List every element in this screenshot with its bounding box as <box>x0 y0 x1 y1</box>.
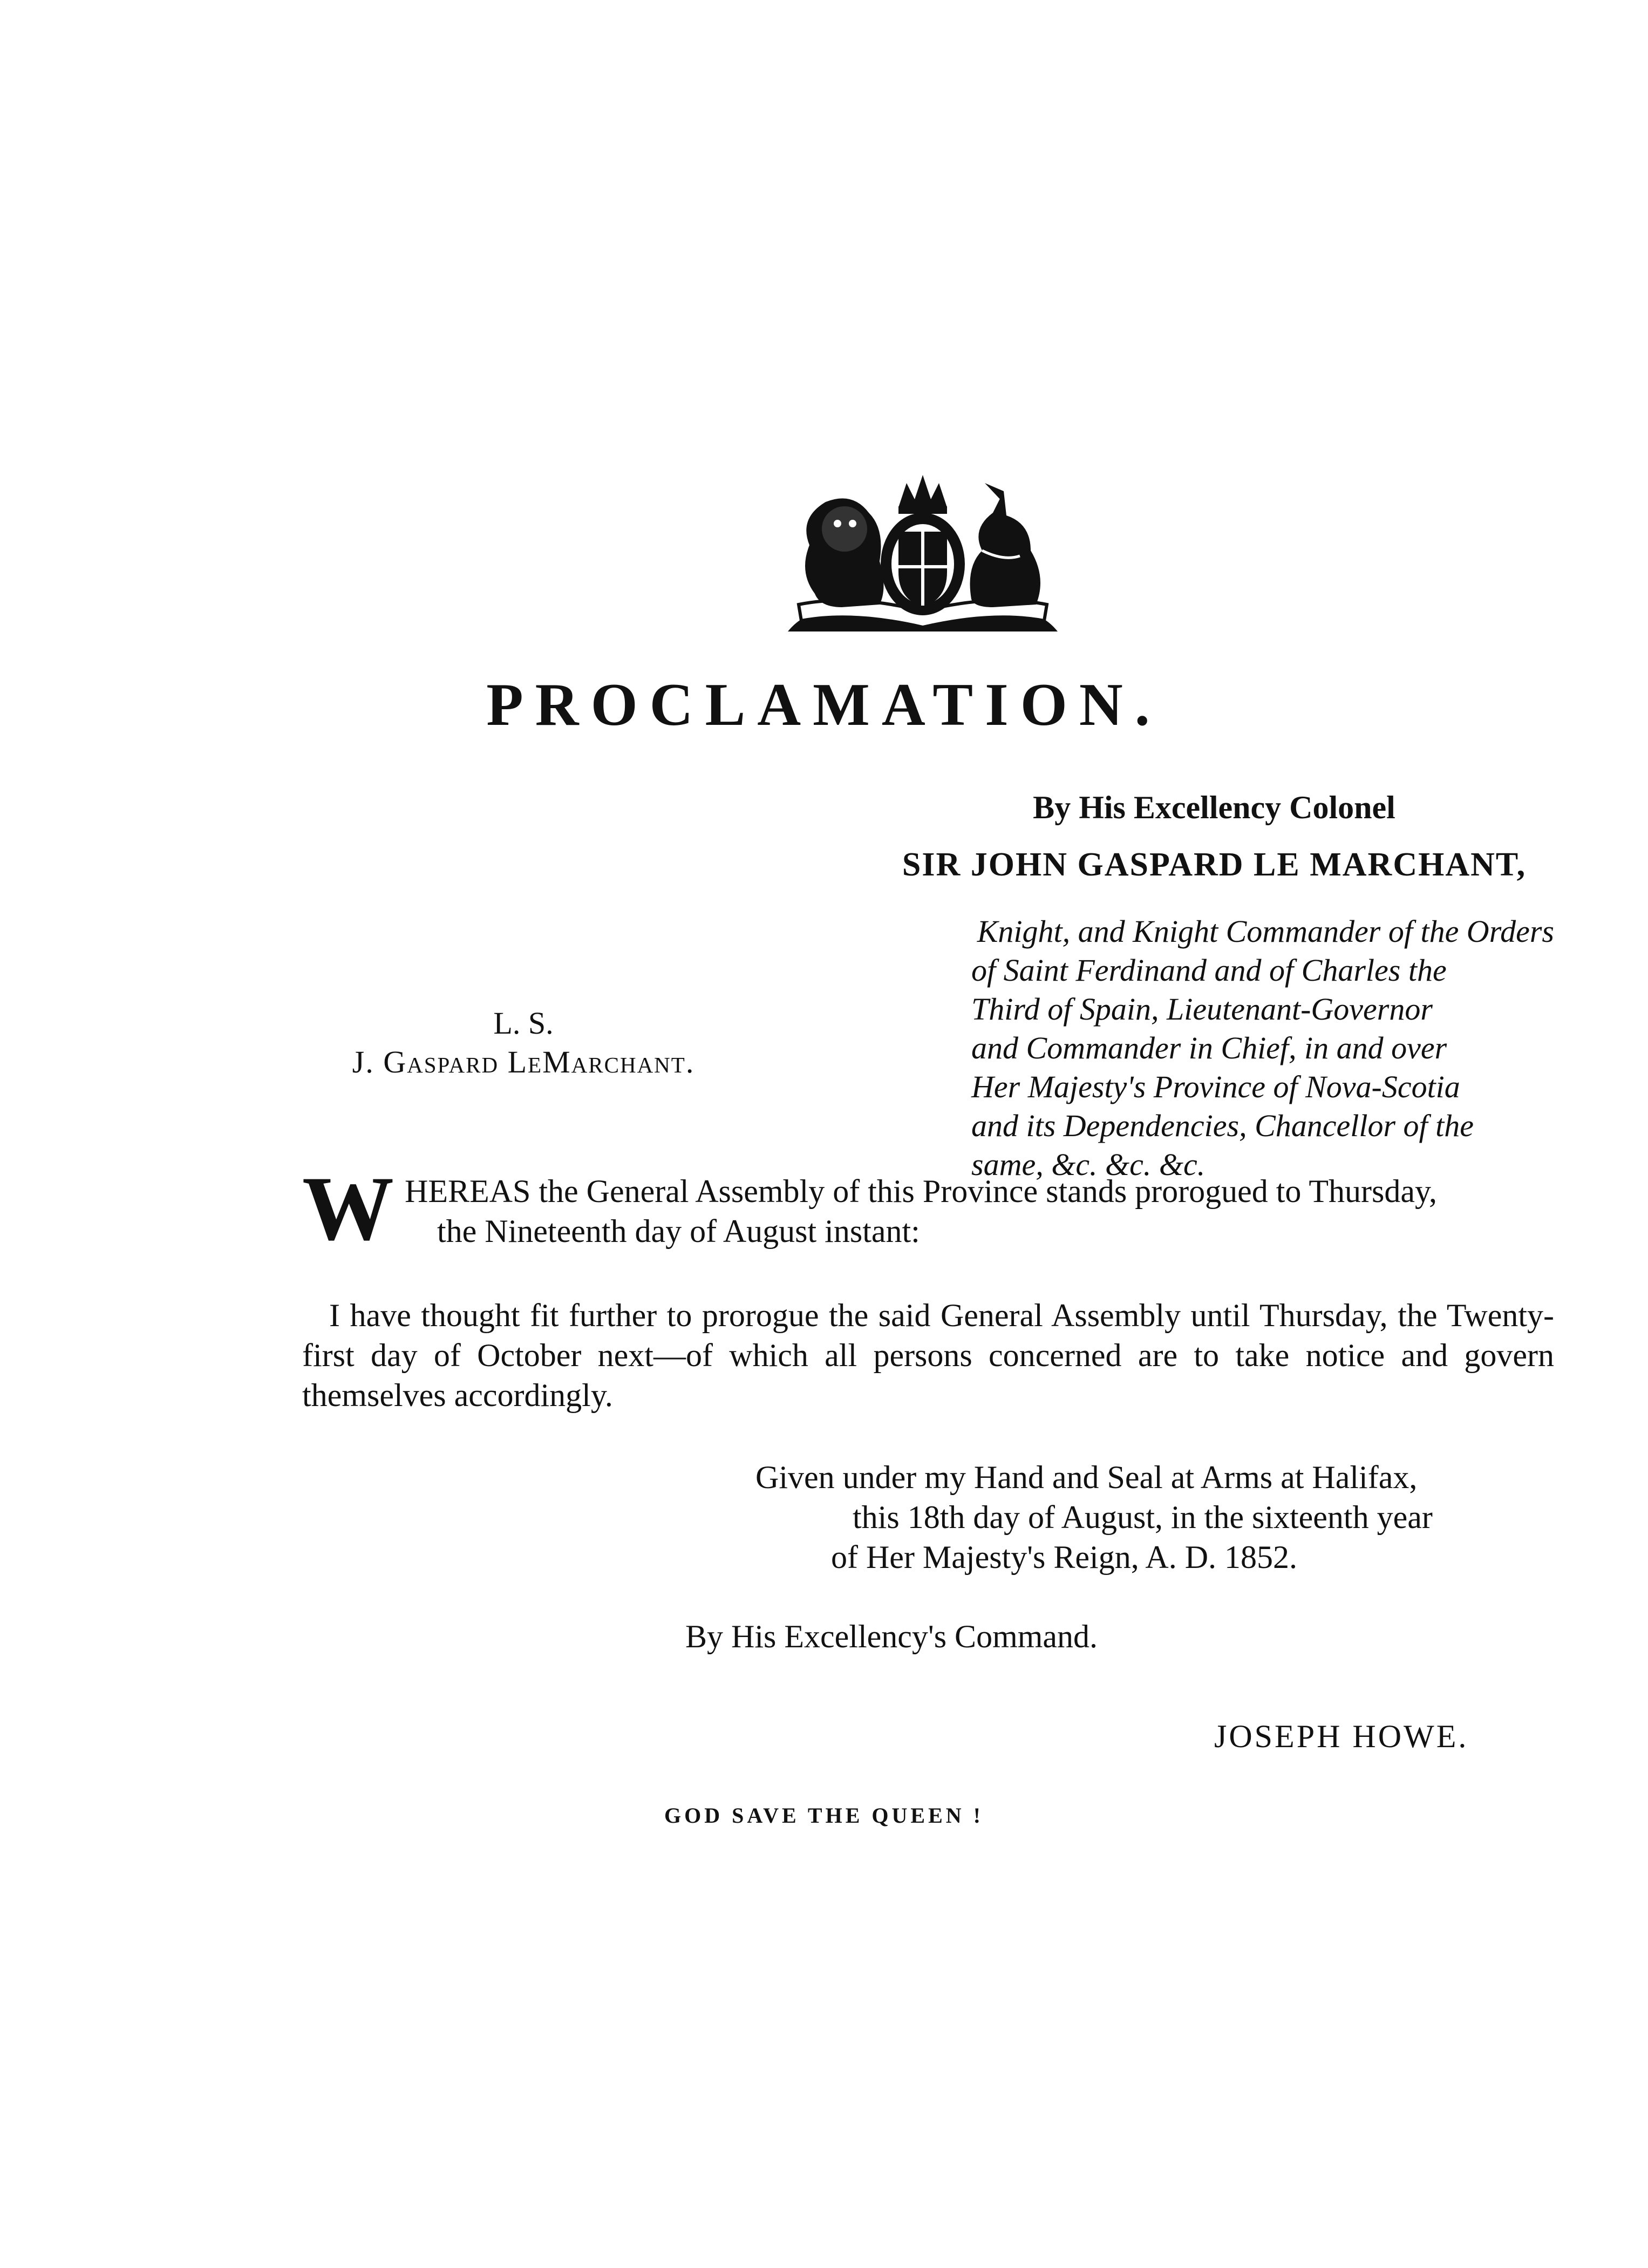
signatory: JOSEPH HOWE. <box>1214 1719 1469 1754</box>
given-line: this 18th day of August, in the sixteenth year <box>853 1499 1433 1535</box>
titles-line: Knight, and Knight Commander of the Orders <box>977 914 1554 949</box>
closing-line: GOD SAVE THE QUEEN ! <box>664 1803 984 1828</box>
governor-name: SIR JOHN GASPARD LE MARCHANT, <box>902 846 1527 883</box>
whereas-line: HEREAS the General Assembly of this Province stands prorogued to Thursday, <box>405 1173 1438 1209</box>
titles-line: and Commander in Chief, in and over <box>971 1030 1447 1065</box>
titles-line: same, &c. &c. &c. <box>971 1147 1206 1182</box>
given-line: Given under my Hand and Seal at Arms at Halifax, <box>755 1459 1418 1495</box>
given-clause <box>755 1457 1554 1577</box>
byline: By His Excellency Colonel <box>1033 790 1395 825</box>
paragraph-text: I have thought fit further to prorogue the said General Assembly until Thursday, the Twenty-first day of October next—of which all persons concerned are to take notice and govern themselves accordingly. <box>302 1298 1554 1413</box>
command-line: By His Excellency's Command. <box>685 1619 1098 1654</box>
titles-line: and its Dependencies, Chancellor of the <box>971 1108 1474 1143</box>
locus-sigilli: L. S. <box>493 1006 554 1041</box>
prorogation-paragraph <box>302 1295 1554 1415</box>
titles-line: of Saint Ferdinand and of Charles the <box>971 953 1447 988</box>
royal-coat-of-arms-icon <box>777 470 1068 642</box>
whereas-line: the Nineteenth day of August instant: <box>437 1213 920 1249</box>
seal-block <box>281 1004 766 1082</box>
proclamation-title: PROCLAMATION. <box>486 671 1162 738</box>
titles-line: Her Majesty's Province of Nova-Scotia <box>971 1069 1460 1104</box>
titles-line: Third of Spain, Lieutenant-Governor <box>971 992 1433 1027</box>
drop-cap: W <box>302 1158 394 1259</box>
given-line: of Her Majesty's Reign, A. D. 1852. <box>831 1539 1298 1575</box>
governor-titles <box>869 912 1554 1184</box>
seal-signature: J. Gaspard LeMarchant. <box>352 1044 695 1079</box>
